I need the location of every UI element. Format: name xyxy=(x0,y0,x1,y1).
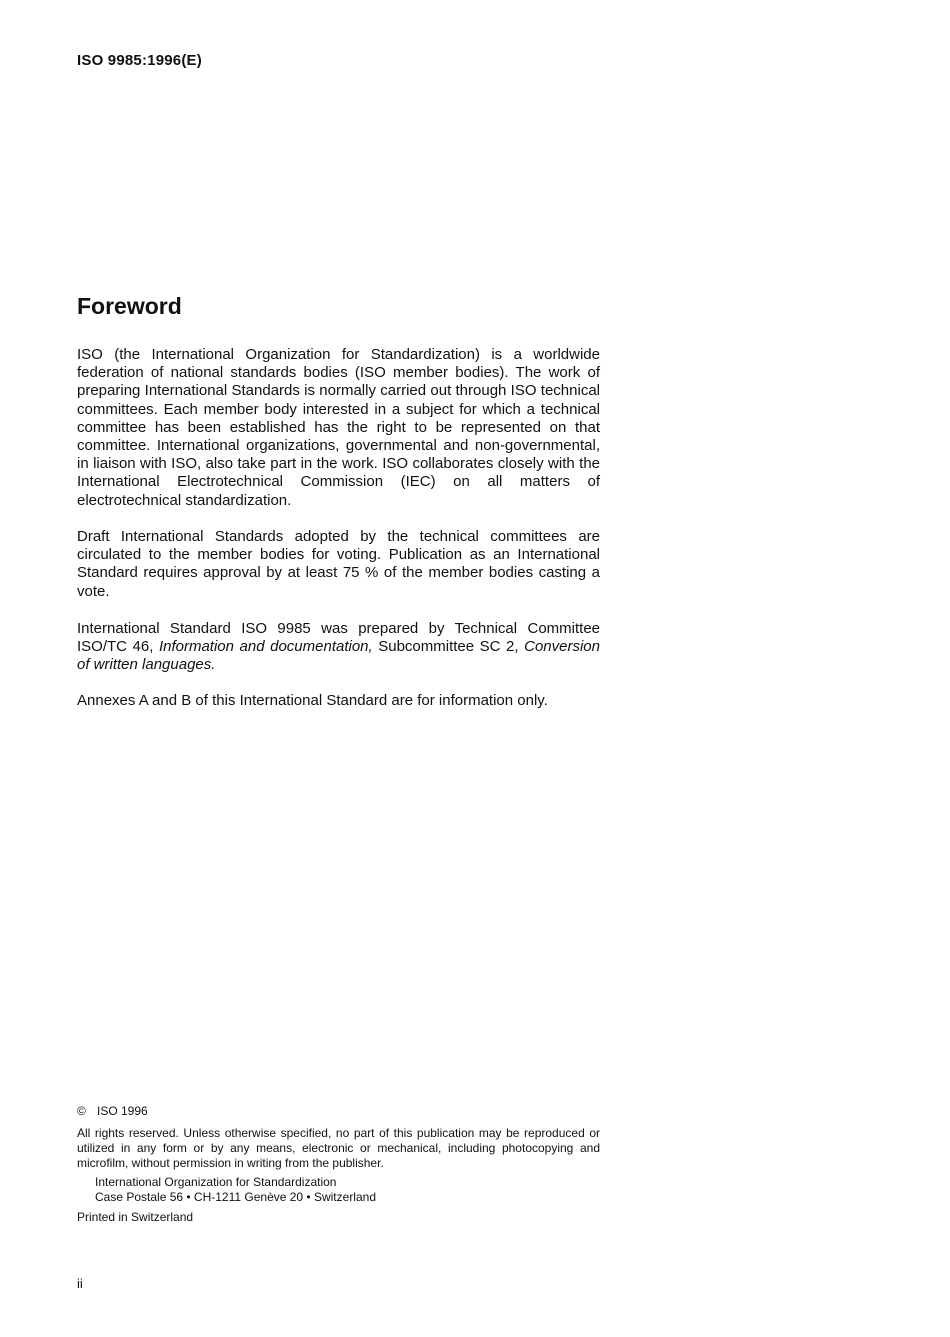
page-number: ii xyxy=(77,1276,83,1291)
printed-in: Printed in Switzerland xyxy=(77,1210,194,1224)
paragraph-3-text-b: Subcommittee SC 2, xyxy=(372,638,525,656)
copyright-line xyxy=(77,1104,148,1118)
document-id-header: ISO 9985:1996(E) xyxy=(77,52,202,69)
paragraph-3-text-a: International Standard ISO 9985 was prepared by Technical Committee ISO/TC 46, xyxy=(77,620,600,656)
address-line-2: Case Postale 56 • CH-1211 Genève 20 • Switzerland xyxy=(95,1190,376,1204)
publisher-address xyxy=(95,1175,376,1205)
foreword-title: Foreword xyxy=(77,293,182,319)
foreword-paragraph-3 xyxy=(77,620,600,675)
foreword-paragraph-1: ISO (the International Organization for Standardization) is a worldwide federation of national standards bodies (ISO member bodies). The work of preparing International Standards is normally carried out through ISO technical committees. Each member body interested in a subject for which a technical committee has been established has the right to be represented on that committee. International organizations, governmental and non-governmental, in liaison with ISO, also take part in the work. ISO collaborates closely with the International Electrotechnical Commission (IEC) on all matters of electrotechnical standardization. xyxy=(77,346,600,509)
address-line-1: International Organization for Standardization xyxy=(95,1175,337,1189)
rights-notice: All rights reserved. Unless otherwise specified, no part of this publication may be reproduced or utilized in any form or by any means, electronic or mechanical, including photocopying and microfilm, without permission in writing from the publisher. xyxy=(77,1126,600,1170)
paragraph-3-italic-b: Conversion of written languages. xyxy=(77,638,600,674)
copyright-text: ISO 1996 xyxy=(97,1104,148,1118)
foreword-paragraph-2: Draft International Standards adopted by the technical committees are circulated to the member bodies for voting. Publication as an International Standard requires approval by at least 75 % of the member bodies casting a vote. xyxy=(77,528,600,600)
paragraph-3-italic-a: Information and documentation, xyxy=(158,638,373,656)
copyright-icon: © xyxy=(77,1104,86,1118)
foreword-paragraph-4: Annexes A and B of this International Standard are for information only. xyxy=(77,692,548,709)
